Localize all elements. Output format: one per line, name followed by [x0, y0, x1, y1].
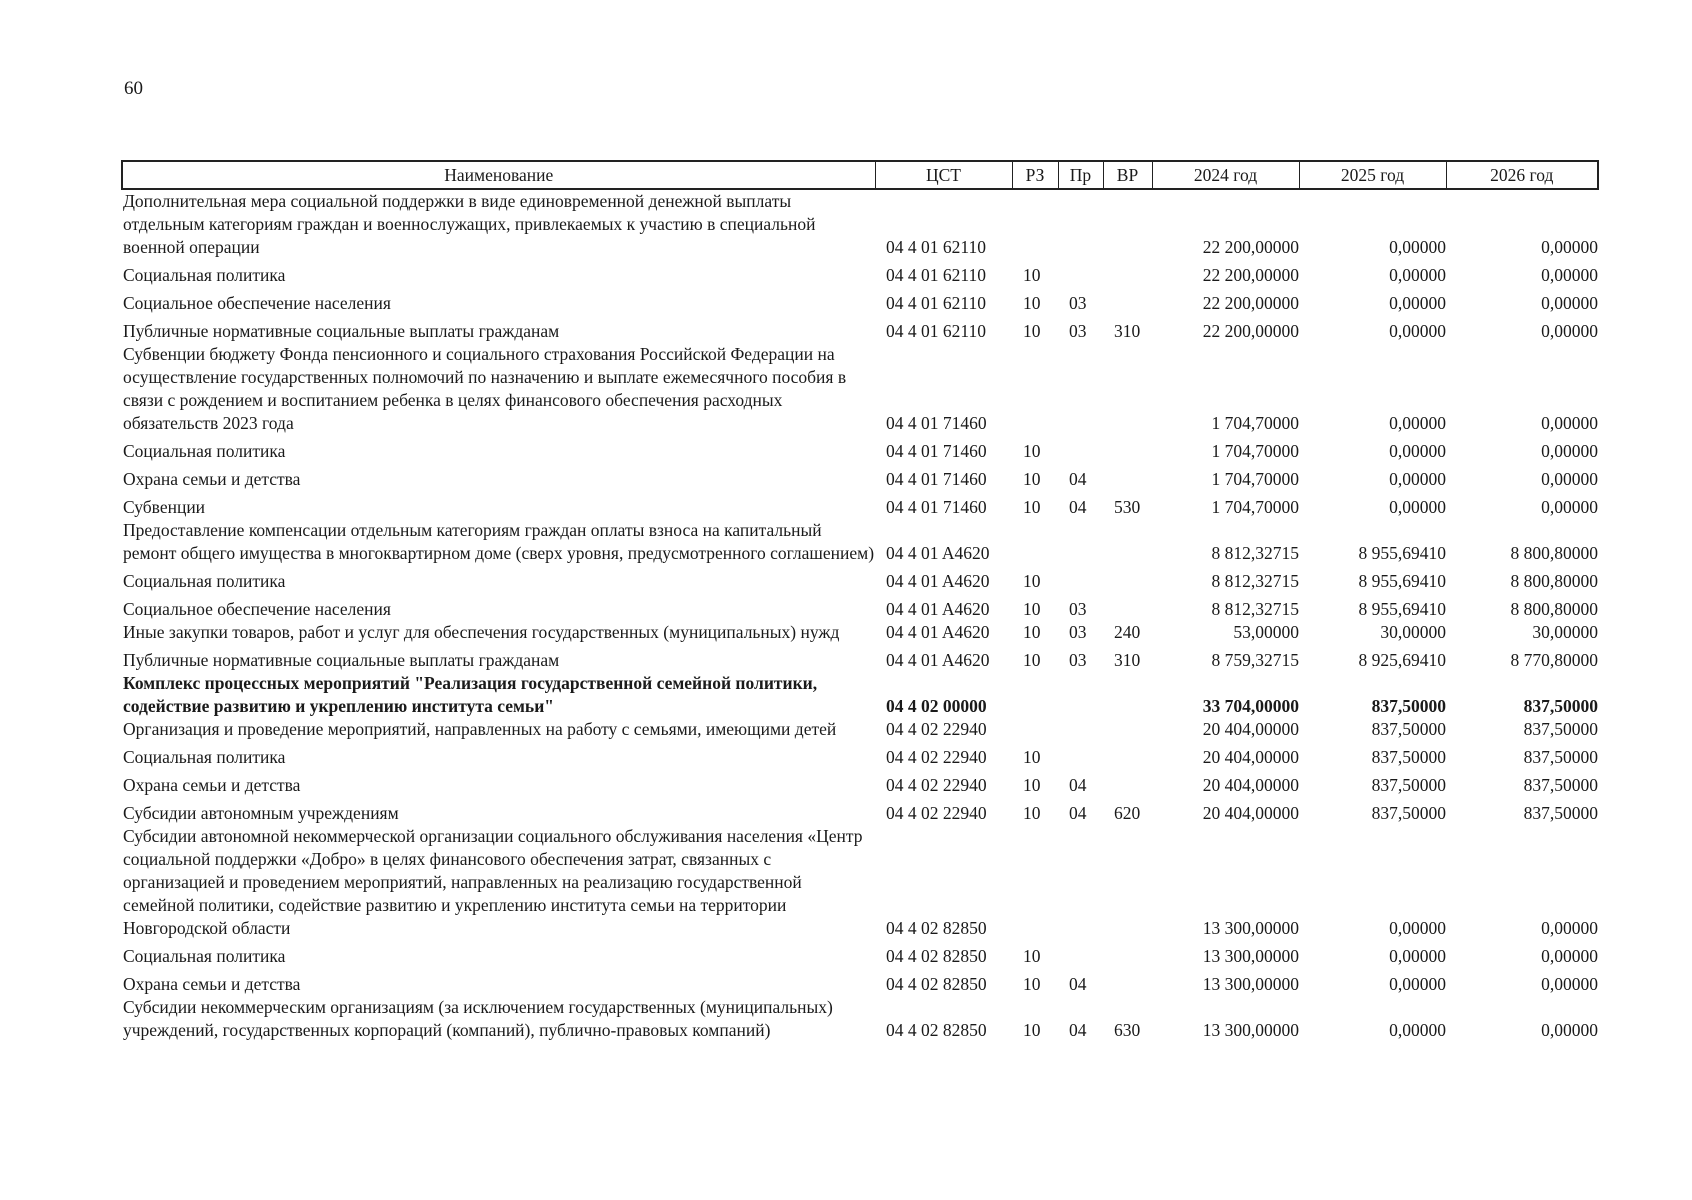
table-row [122, 718, 1598, 741]
row-2026: 0,00000 [1541, 974, 1598, 994]
row-name: Предоставление компенсации отдельным категориям граждан оплаты взноса на капитальный ремонт общего имущества в многоквартирном доме (сверх уровня, предусмотренного соглашением) [123, 520, 875, 563]
row-pr [1058, 435, 1103, 463]
row-2025: 0,00000 [1389, 974, 1446, 994]
page-number: 60 [124, 78, 143, 99]
row-pr: 04 [1069, 974, 1087, 994]
row-2026: 0,00000 [1541, 265, 1598, 285]
row-rz: 10 [1023, 497, 1041, 517]
row-name: Иные закупки товаров, работ и услуг для обеспечения государственных (муниципальных) нужд [123, 622, 840, 642]
row-2026: 0,00000 [1541, 497, 1598, 517]
row-vr [1103, 519, 1152, 565]
row-pr: 04 [1069, 497, 1087, 517]
row-2025: 0,00000 [1389, 321, 1446, 341]
header-2024: 2024 год [1152, 161, 1299, 189]
row-2026: 0,00000 [1541, 918, 1598, 938]
table-row [122, 940, 1598, 968]
row-cst: 04 4 02 22940 [886, 747, 987, 767]
table-body [122, 189, 1598, 1042]
row-vr: 310 [1114, 321, 1141, 341]
row-rz: 10 [1023, 974, 1041, 994]
header-pr: Пр [1058, 161, 1103, 189]
row-cst: 04 4 02 82850 [886, 918, 987, 938]
row-2025: 0,00000 [1389, 237, 1446, 257]
row-rz: 10 [1023, 599, 1041, 619]
row-name: Социальное обеспечение населения [123, 293, 391, 313]
row-pr [1058, 940, 1103, 968]
row-2026: 837,50000 [1523, 747, 1598, 767]
row-2024: 13 300,00000 [1202, 918, 1299, 938]
row-2026: 0,00000 [1541, 413, 1598, 433]
row-2026: 0,00000 [1541, 237, 1598, 257]
row-name: Субсидии некоммерческим организациям (за исключением государственных (муниципальных) учреждений, государственных корпораций (компаний), публично-правовых компаний) [123, 997, 833, 1040]
row-pr: 04 [1069, 775, 1087, 795]
row-pr: 03 [1069, 650, 1087, 670]
row-vr: 310 [1114, 650, 1141, 670]
row-name: Охрана семьи и детства [123, 974, 301, 994]
row-2025: 0,00000 [1389, 946, 1446, 966]
row-2025: 0,00000 [1389, 441, 1446, 461]
row-2025: 837,50000 [1371, 803, 1446, 823]
row-2025: 8 955,69410 [1358, 599, 1446, 619]
row-2024: 20 404,00000 [1202, 719, 1299, 739]
row-cst: 04 4 01 A4620 [886, 543, 990, 563]
budget-table [121, 160, 1599, 1042]
table-row [122, 259, 1598, 287]
row-2026: 8 800,80000 [1510, 571, 1598, 591]
table-row [122, 741, 1598, 769]
row-2024: 22 200,00000 [1202, 321, 1299, 341]
row-cst: 04 4 01 71460 [886, 441, 987, 461]
row-cst: 04 4 01 71460 [886, 413, 987, 433]
row-rz: 10 [1023, 441, 1041, 461]
row-2026: 837,50000 [1523, 719, 1598, 739]
row-cst: 04 4 02 82850 [886, 974, 987, 994]
row-rz: 10 [1023, 946, 1041, 966]
row-name: Социальная политика [123, 946, 286, 966]
table-row [122, 672, 1598, 718]
row-2026: 837,50000 [1523, 803, 1598, 823]
row-2025: 8 925,69410 [1358, 650, 1446, 670]
row-vr [1103, 940, 1152, 968]
row-2025: 8 955,69410 [1358, 571, 1446, 591]
table-row [122, 315, 1598, 343]
row-2024: 1 704,70000 [1211, 497, 1299, 517]
row-cst: 04 4 01 71460 [886, 497, 987, 517]
row-2026: 0,00000 [1541, 293, 1598, 313]
row-cst: 04 4 02 00000 [886, 696, 987, 716]
row-vr: 630 [1114, 1020, 1141, 1040]
row-2025: 0,00000 [1389, 1020, 1446, 1040]
row-cst: 04 4 01 62110 [886, 265, 986, 285]
row-cst: 04 4 01 62110 [886, 293, 986, 313]
row-2024: 8 759,32715 [1211, 650, 1299, 670]
row-cst: 04 4 02 22940 [886, 775, 987, 795]
row-rz [1012, 189, 1058, 259]
row-name: Социальное обеспечение населения [123, 599, 391, 619]
row-name: Субвенции бюджету Фонда пенсионного и социального страхования Российской Федерации на осуществление государственных полномочий по назначению и выплате ежемесячного пособия в связи с рождением и воспитанием ребенка в целях финансового обеспечения расходных обязательств 2023 года [123, 344, 847, 433]
row-name: Субсидии автономной некоммерческой организации социального обслуживания населения «Центр социальной поддержки «Добро» в целях финансового обеспечения затрат, связанных с организацией и проведением мероприятий, направленных на реализацию государственной семейной политики, содействие развитию и укреплению института семьи на территории Новгородской области [123, 826, 863, 938]
row-name: Социальная политика [123, 441, 286, 461]
row-2025: 837,50000 [1371, 775, 1446, 795]
row-2024: 22 200,00000 [1202, 237, 1299, 257]
header-2025: 2025 год [1299, 161, 1446, 189]
header-name: Наименование [122, 161, 875, 189]
row-name: Субвенции [123, 497, 206, 517]
row-2024: 8 812,32715 [1211, 571, 1299, 591]
row-2026: 0,00000 [1541, 321, 1598, 341]
row-pr: 03 [1069, 321, 1087, 341]
table-row [122, 825, 1598, 940]
row-name: Публичные нормативные социальные выплаты гражданам [123, 650, 560, 670]
row-vr: 620 [1114, 803, 1141, 823]
row-rz: 10 [1023, 265, 1041, 285]
row-pr [1058, 741, 1103, 769]
row-2024: 13 300,00000 [1202, 946, 1299, 966]
row-rz [1012, 343, 1058, 435]
row-rz: 10 [1023, 469, 1041, 489]
row-pr: 04 [1069, 469, 1087, 489]
row-2024: 8 812,32715 [1211, 599, 1299, 619]
row-name: Субсидии автономным учреждениям [123, 803, 399, 823]
row-2025: 837,50000 [1371, 747, 1446, 767]
table-row [122, 189, 1598, 259]
row-cst: 04 4 02 22940 [886, 803, 987, 823]
table-row [122, 621, 1598, 644]
row-cst: 04 4 01 A4620 [886, 571, 990, 591]
row-vr [1103, 565, 1152, 593]
row-vr: 240 [1114, 622, 1141, 642]
row-cst: 04 4 02 82850 [886, 1020, 987, 1040]
row-vr [1103, 741, 1152, 769]
row-vr: 530 [1114, 497, 1141, 517]
row-pr [1058, 189, 1103, 259]
row-cst: 04 4 01 A4620 [886, 599, 990, 619]
row-2025: 837,50000 [1371, 719, 1446, 739]
row-vr [1103, 672, 1152, 718]
row-vr [1103, 343, 1152, 435]
row-2026: 8 800,80000 [1510, 543, 1598, 563]
row-2025: 8 955,69410 [1358, 543, 1446, 563]
row-2026: 837,50000 [1523, 775, 1598, 795]
table-row [122, 593, 1598, 621]
row-name: Социальная политика [123, 747, 286, 767]
row-pr: 03 [1069, 599, 1087, 619]
row-rz [1012, 672, 1058, 718]
table-row [122, 565, 1598, 593]
row-name: Публичные нормативные социальные выплаты гражданам [123, 321, 560, 341]
row-cst: 04 4 01 62110 [886, 321, 986, 341]
row-2024: 8 812,32715 [1211, 543, 1299, 563]
row-2025: 0,00000 [1389, 265, 1446, 285]
row-rz: 10 [1023, 650, 1041, 670]
row-pr [1058, 825, 1103, 940]
row-vr [1103, 593, 1152, 621]
row-vr [1103, 718, 1152, 741]
row-pr: 04 [1069, 803, 1087, 823]
row-rz: 10 [1023, 571, 1041, 591]
table-row [122, 996, 1598, 1042]
row-pr [1058, 565, 1103, 593]
row-2024: 22 200,00000 [1202, 265, 1299, 285]
row-name: Охрана семьи и детства [123, 469, 301, 489]
row-pr [1058, 343, 1103, 435]
table-row [122, 435, 1598, 463]
row-2025: 837,50000 [1371, 696, 1446, 716]
row-cst: 04 4 02 22940 [886, 719, 987, 739]
row-2024: 13 300,00000 [1202, 974, 1299, 994]
table-row [122, 797, 1598, 825]
row-pr: 03 [1069, 293, 1087, 313]
row-cst: 04 4 01 A4620 [886, 622, 990, 642]
row-2026: 0,00000 [1541, 946, 1598, 966]
row-2024: 1 704,70000 [1211, 441, 1299, 461]
row-cst: 04 4 01 71460 [886, 469, 987, 489]
row-rz: 10 [1023, 622, 1041, 642]
row-2024: 20 404,00000 [1202, 775, 1299, 795]
row-name: Социальная политика [123, 265, 286, 285]
row-2024: 13 300,00000 [1202, 1020, 1299, 1040]
header-cst: ЦСТ [875, 161, 1012, 189]
row-vr [1103, 968, 1152, 996]
row-pr [1058, 718, 1103, 741]
row-vr [1103, 463, 1152, 491]
row-2024: 1 704,70000 [1211, 469, 1299, 489]
row-vr [1103, 259, 1152, 287]
row-pr: 03 [1069, 622, 1087, 642]
row-2024: 22 200,00000 [1202, 293, 1299, 313]
table-row [122, 769, 1598, 797]
row-2024: 20 404,00000 [1202, 803, 1299, 823]
row-2025: 30,00000 [1380, 622, 1446, 642]
header-vr: ВР [1103, 161, 1152, 189]
table-row [122, 644, 1598, 672]
row-vr [1103, 825, 1152, 940]
row-rz: 10 [1023, 747, 1041, 767]
row-rz: 10 [1023, 803, 1041, 823]
row-2024: 53,00000 [1233, 622, 1299, 642]
row-vr [1103, 287, 1152, 315]
row-rz: 10 [1023, 775, 1041, 795]
row-rz: 10 [1023, 1020, 1041, 1040]
table-row [122, 519, 1598, 565]
row-2026: 0,00000 [1541, 469, 1598, 489]
row-rz: 10 [1023, 293, 1041, 313]
row-2026: 0,00000 [1541, 441, 1598, 461]
header-rz: РЗ [1012, 161, 1058, 189]
row-2025: 0,00000 [1389, 293, 1446, 313]
row-2024: 20 404,00000 [1202, 747, 1299, 767]
row-rz [1012, 519, 1058, 565]
row-name: Комплекс процессных мероприятий "Реализация государственной семейной политики, содействие развитию и укреплению института семьи" [123, 673, 818, 716]
row-pr [1058, 259, 1103, 287]
row-rz [1012, 718, 1058, 741]
row-name: Социальная политика [123, 571, 286, 591]
row-vr [1103, 189, 1152, 259]
row-pr [1058, 672, 1103, 718]
row-2026: 837,50000 [1523, 696, 1598, 716]
header-2026: 2026 год [1446, 161, 1598, 189]
row-pr: 04 [1069, 1020, 1087, 1040]
row-name: Охрана семьи и детства [123, 775, 301, 795]
row-2025: 0,00000 [1389, 918, 1446, 938]
row-2026: 8 770,80000 [1510, 650, 1598, 670]
table-row [122, 343, 1598, 435]
row-2026: 0,00000 [1541, 1020, 1598, 1040]
row-vr [1103, 435, 1152, 463]
row-rz [1012, 825, 1058, 940]
row-2026: 30,00000 [1532, 622, 1598, 642]
row-2024: 1 704,70000 [1211, 413, 1299, 433]
table-row [122, 491, 1598, 519]
row-cst: 04 4 01 62110 [886, 237, 986, 257]
table-row [122, 968, 1598, 996]
row-2024: 33 704,00000 [1202, 696, 1299, 716]
row-rz: 10 [1023, 321, 1041, 341]
row-cst: 04 4 01 A4620 [886, 650, 990, 670]
row-name: Дополнительная мера социальной поддержки в виде единовременной денежной выплаты отдельным категориям граждан и военнослужащих, привлекаемых к участию в специальной военной операции [123, 191, 816, 257]
row-name: Организация и проведение мероприятий, направленных на работу с семьями, имеющими детей [123, 719, 837, 739]
row-2025: 0,00000 [1389, 413, 1446, 433]
row-pr [1058, 519, 1103, 565]
row-cst: 04 4 02 82850 [886, 946, 987, 966]
row-2025: 0,00000 [1389, 469, 1446, 489]
row-vr [1103, 769, 1152, 797]
row-2026: 8 800,80000 [1510, 599, 1598, 619]
table-header [122, 161, 1598, 189]
table-row [122, 463, 1598, 491]
table-row [122, 287, 1598, 315]
row-2025: 0,00000 [1389, 497, 1446, 517]
